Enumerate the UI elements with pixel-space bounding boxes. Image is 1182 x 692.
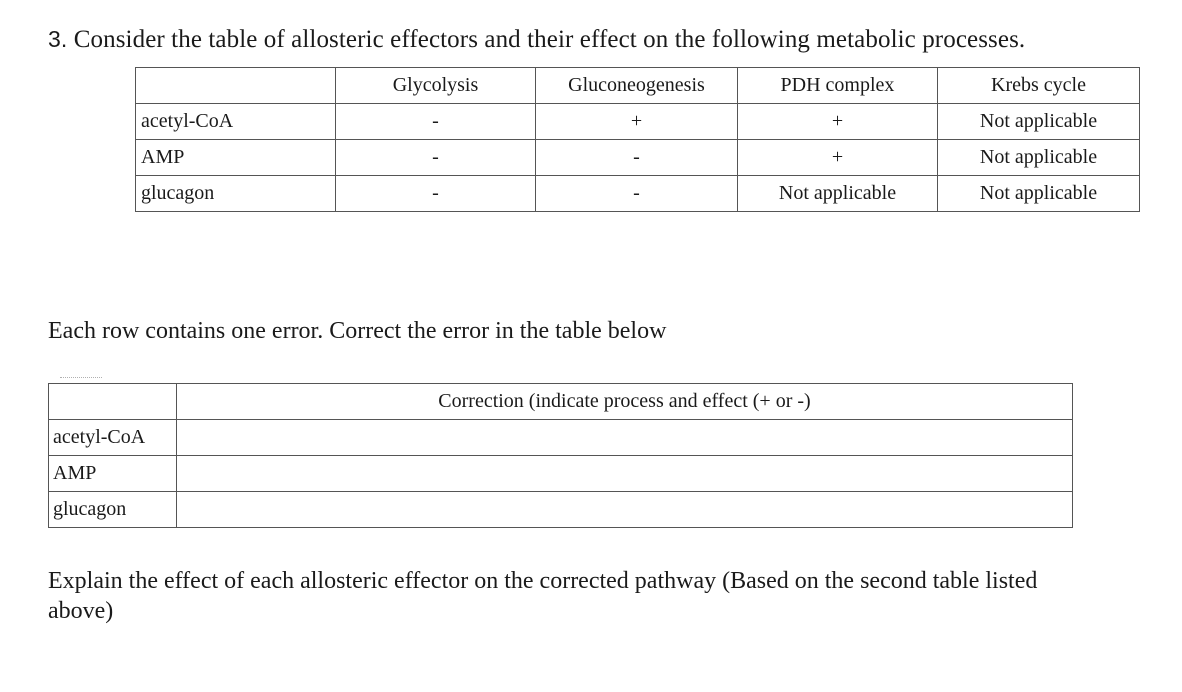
question-text <box>48 26 1025 54</box>
table-cell: Not applicable <box>938 176 1140 212</box>
table-cell: - <box>536 140 738 176</box>
row-label-acetyl-coa: acetyl-CoA <box>49 420 177 456</box>
table-cell: Not applicable <box>738 176 938 212</box>
table-cell: + <box>738 140 938 176</box>
row-label-amp: AMP <box>136 140 336 176</box>
correction-table <box>48 383 1073 528</box>
table-header-row <box>49 384 1073 420</box>
correction-answer-cell[interactable] <box>177 420 1073 456</box>
question-prompt: Consider the table of allosteric effectors and their effect on the following metabolic processes. <box>73 26 1026 53</box>
correction-answer-cell[interactable] <box>177 456 1073 492</box>
table-row <box>136 176 1140 212</box>
table-cell: + <box>738 104 938 140</box>
table-row <box>136 104 1140 140</box>
header-cell-pdh-complex: PDH complex <box>738 68 938 104</box>
table-cell: - <box>336 104 536 140</box>
row-label-amp: AMP <box>49 456 177 492</box>
header-cell-blank <box>49 384 177 420</box>
row-label-acetyl-coa: acetyl-CoA <box>136 104 336 140</box>
table-row <box>49 456 1073 492</box>
table-row <box>136 140 1140 176</box>
table-cell: - <box>336 176 536 212</box>
header-cell-glycolysis: Glycolysis <box>336 68 536 104</box>
faint-divider <box>60 377 102 378</box>
table-cell: Not applicable <box>938 104 1140 140</box>
instruction-text: Each row contains one error. Correct the error in the table below <box>48 318 667 344</box>
header-cell-correction: Correction (indicate process and effect (+ or -) <box>177 384 1073 420</box>
header-cell-blank <box>136 68 336 104</box>
table-row <box>49 492 1073 528</box>
table-cell: - <box>336 140 536 176</box>
table-row <box>49 420 1073 456</box>
table-cell: - <box>536 176 738 212</box>
table-cell: Not applicable <box>938 140 1140 176</box>
correction-answer-cell[interactable] <box>177 492 1073 528</box>
header-cell-krebs-cycle: Krebs cycle <box>938 68 1140 104</box>
header-cell-gluconeogenesis: Gluconeogenesis <box>536 68 738 104</box>
row-label-glucagon: glucagon <box>49 492 177 528</box>
table-cell: + <box>536 104 738 140</box>
effector-effects-table <box>135 67 1140 212</box>
explain-prompt: Explain the effect of each allosteric effector on the corrected pathway (Based on the second table listed above) <box>48 568 1038 624</box>
table-header-row <box>136 68 1140 104</box>
row-label-glucagon: glucagon <box>136 176 336 212</box>
question-number: 3. <box>48 26 68 52</box>
